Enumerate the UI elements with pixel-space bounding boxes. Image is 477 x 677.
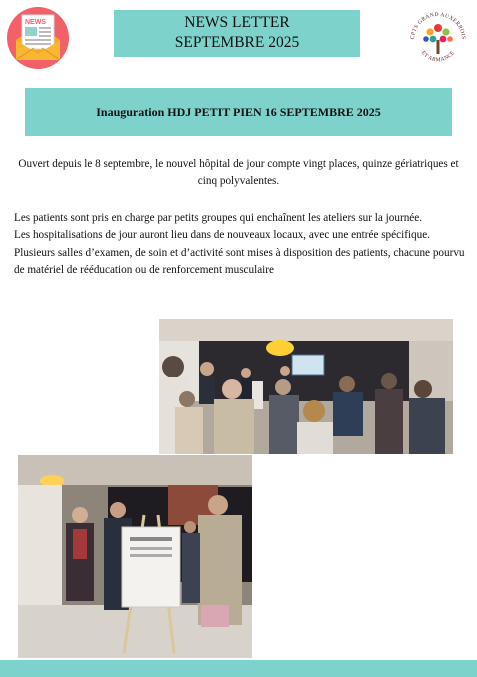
- newsletter-title-line1: NEWS LETTER: [184, 14, 290, 31]
- event-photo-conference: [159, 319, 453, 454]
- cpts-logo-icon: [404, 6, 472, 74]
- article-headline-banner: [25, 88, 452, 136]
- article-intro: Ouvert depuis le 8 septembre, le nouvel hôpital de jour compte vingt places, quinze gériatriques et cinq polyvalentes.: [18, 158, 459, 187]
- article-paragraph: Les patients sont pris en charge par petits groupes qui enchaînent les ateliers sur la journée.: [14, 212, 423, 224]
- right-logo-text-top: CPTS GRAND AUXERROIS: [409, 11, 467, 40]
- newsletter-title: [114, 10, 360, 57]
- right-logo-text-bottom: ET ARMANCE: [419, 50, 457, 64]
- article-headline: Inauguration HDJ PETIT PIEN 16 SEPTEMBRE 2025: [96, 105, 381, 119]
- newsletter-title-line2: SEPTEMBRE 2025: [174, 34, 300, 51]
- newsletter-logo-icon: [6, 6, 70, 70]
- footer-bar: [0, 660, 477, 677]
- left-logo-text: NEWS: [25, 19, 46, 26]
- article-paragraph: Plusieurs salles d’examen, de soin et d’activité sont mises à disposition des patients, chacune pourvu de matériel de rééducation ou de renforcement musculaire: [14, 246, 465, 276]
- event-photo-unveiling: [18, 455, 252, 658]
- article-body: [14, 210, 466, 279]
- article-paragraph: Les hospitalisations de jour auront lieu dans de nouveaux locaux, avec une entrée spécifique.: [14, 229, 430, 242]
